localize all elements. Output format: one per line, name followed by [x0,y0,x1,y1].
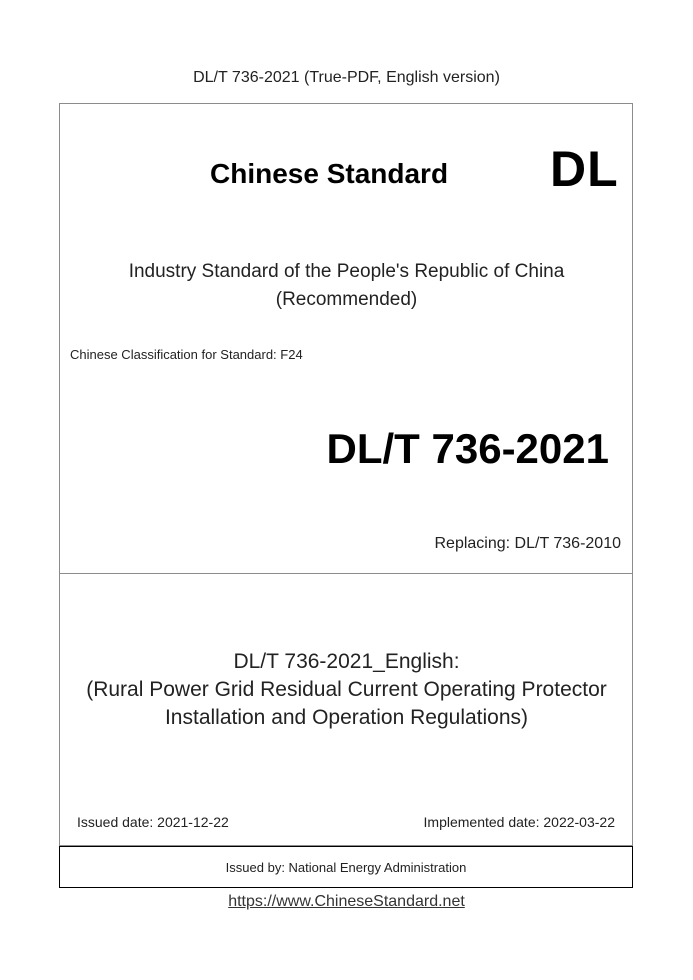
cover-title: Chinese Standard [210,158,449,189]
issuer-box [59,846,633,888]
standard-number: DL/T 736-2021 [326,425,609,472]
english-title-line-3: Installation and Operation Regulations) [164,706,529,729]
subtitle-line-2: (Recommended) [275,289,418,310]
issued-by-text: Issued by: National Energy Administration [225,859,467,875]
footer [0,893,693,911]
page-header: DL/T 736-2021 (True-PDF, English version) [193,69,500,86]
classification-text: Chinese Classification for Standard: F24 [70,347,303,362]
cover-subtitle [0,258,693,314]
english-title-line-2: (Rural Power Grid Residual Current Operating Protector [86,678,607,701]
issued-date: Issued date: 2021-12-22 [77,814,229,830]
implemented-date: Implemented date: 2022-03-22 [423,814,615,830]
subtitle-line-1: Industry Standard of the People's Republic of China [128,261,565,282]
website-link[interactable]: https://www.ChineseStandard.net [228,893,465,910]
english-title [0,648,693,732]
replacing-text: Replacing: DL/T 736-2010 [434,535,621,552]
standard-code: DL [550,141,619,197]
english-title-line-1: DL/T 736-2021_English: [233,650,460,673]
